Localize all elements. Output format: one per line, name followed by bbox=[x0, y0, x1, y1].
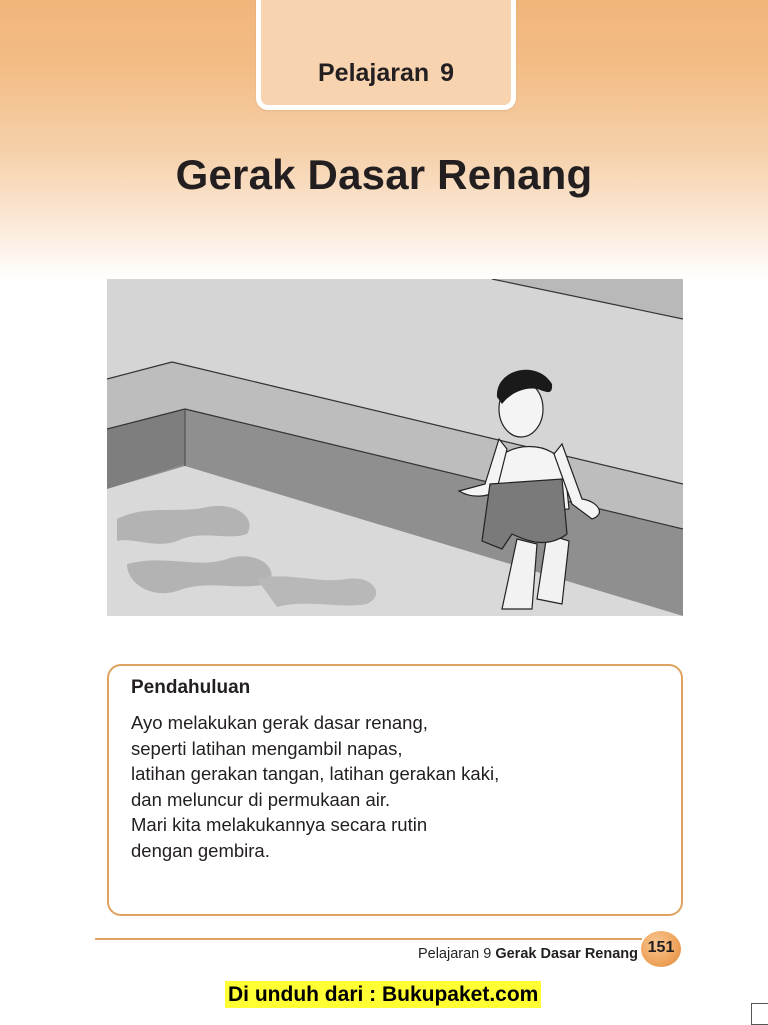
intro-heading: Pendahuluan bbox=[131, 677, 251, 698]
intro-line: latihan gerakan tangan, latihan gerakan kaki, bbox=[131, 763, 500, 784]
intro-box bbox=[107, 664, 683, 916]
footer-divider bbox=[95, 938, 642, 940]
page-number-badge: 151 bbox=[641, 931, 681, 967]
footer-lesson-title: Gerak Dasar Renang bbox=[495, 946, 638, 962]
intro-line: Ayo melakukan gerak dasar renang, bbox=[131, 712, 428, 733]
pool-scene-image bbox=[107, 279, 683, 616]
intro-line: seperti latihan mengambil napas, bbox=[131, 737, 403, 759]
intro-body bbox=[131, 710, 499, 863]
intro-line: Mari kita melakukannya secara rutin bbox=[131, 814, 428, 835]
download-source-banner: Di unduh dari : Bukupaket.com bbox=[225, 981, 541, 1008]
footer-lesson-prefix: Pelajaran 9 bbox=[417, 946, 492, 962]
lesson-tab bbox=[256, 0, 516, 110]
swimming-pool-illustration bbox=[107, 279, 683, 616]
chapter-title: Gerak Dasar Renang bbox=[175, 151, 593, 198]
intro-line: dan meluncur di permukaan air. bbox=[131, 788, 391, 810]
corner-checkbox[interactable] bbox=[751, 1003, 768, 1025]
footer-caption bbox=[418, 946, 638, 962]
intro-line: dengan gembira. bbox=[131, 839, 270, 861]
lesson-label: Pelajaran 9 bbox=[317, 59, 455, 87]
